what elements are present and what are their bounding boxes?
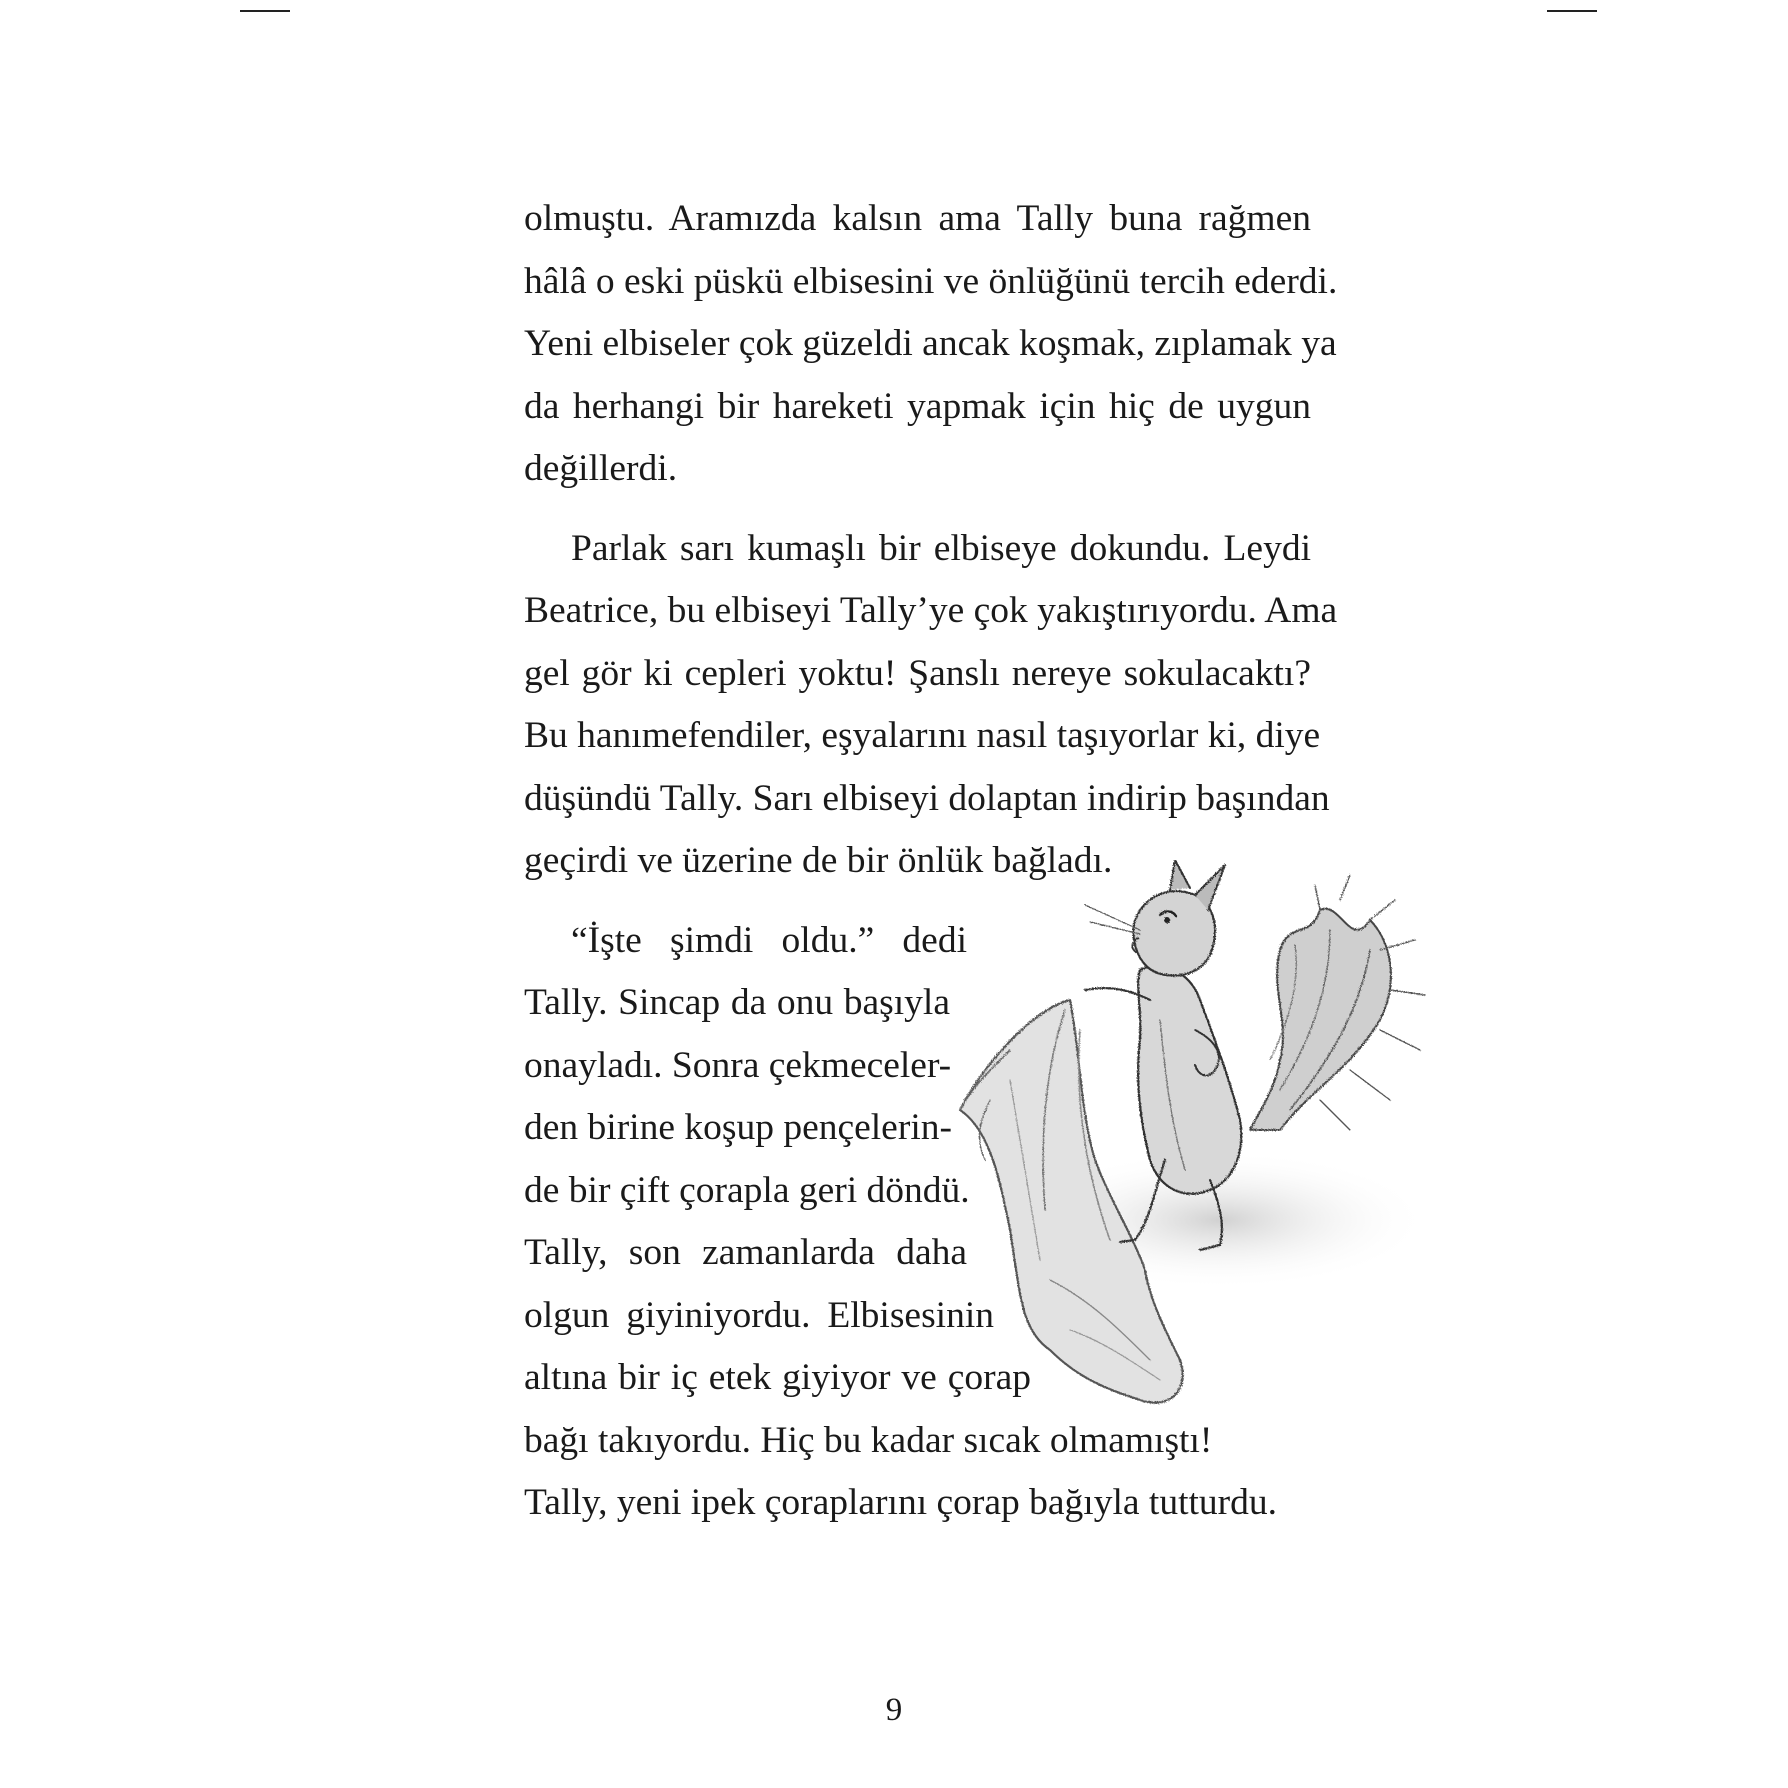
crop-mark-right xyxy=(1547,10,1597,12)
text-line: Bu hanımefendiler, eşyalarını nasıl taşıyorlar ki, diye xyxy=(524,715,1321,756)
page-number: 9 xyxy=(885,1692,903,1728)
text-line: “İşte şimdi oldu.” dedi xyxy=(571,919,967,961)
paragraph-2 xyxy=(524,518,1338,893)
crop-mark-left xyxy=(240,10,290,12)
text-line: onayladı. Sonra çekmeceler- xyxy=(524,1044,952,1086)
text-line: da herhangi bir hareketi yapmak için hiç de uygun xyxy=(524,385,1311,427)
text-line: olmuştu. Aramızda kalsın ama Tally buna rağmen xyxy=(524,198,1311,239)
squirrel-head xyxy=(1085,860,1225,976)
paragraph-1 xyxy=(524,188,1338,501)
text-line: Tally, yeni ipek çoraplarını çorap bağıyla tutturdu. xyxy=(524,1482,1278,1523)
squirrel-tail xyxy=(1250,875,1425,1130)
text-line: den birine koşup pençelerin- xyxy=(524,1107,952,1148)
text-line: düşündü Tally. Sarı elbiseyi dolaptan indirip başından xyxy=(524,777,1330,819)
text-line: de bir çift çorapla geri döndü. xyxy=(524,1169,970,1211)
text-line: Tally. Sincap da onu başıyla xyxy=(524,982,950,1023)
text-line: Yeni elbiseler çok güzeldi ancak koşmak, zıplamak ya xyxy=(524,323,1337,364)
text-line: değillerdi. xyxy=(524,448,678,489)
text-line: olgun giyiniyordu. Elbisesinin xyxy=(524,1294,994,1336)
text-line: altına bir iç etek giyiyor ve çorap xyxy=(524,1357,1031,1398)
text-line: Parlak sarı kumaşlı bir elbiseye dokundu. Leydi xyxy=(571,527,1311,569)
text-line: geçirdi ve üzerine de bir önlük bağladı. xyxy=(524,840,1113,881)
squirrel-with-dress-illustration-icon xyxy=(950,860,1470,1420)
text-line: hâlâ o eski püskü elbisesini ve önlüğünü tercih ederdi. xyxy=(524,260,1338,302)
text-line: bağı takıyordu. Hiç bu kadar sıcak olmamıştı! xyxy=(524,1419,1213,1461)
text-line: gel gör ki cepleri yoktu! Şanslı nereye sokulacaktı? xyxy=(524,652,1311,694)
text-line: Tally, son zamanlarda daha xyxy=(524,1232,967,1273)
text-line: Beatrice, bu elbiseyi Tally’ye çok yakıştırıyordu. Ama xyxy=(524,590,1338,631)
